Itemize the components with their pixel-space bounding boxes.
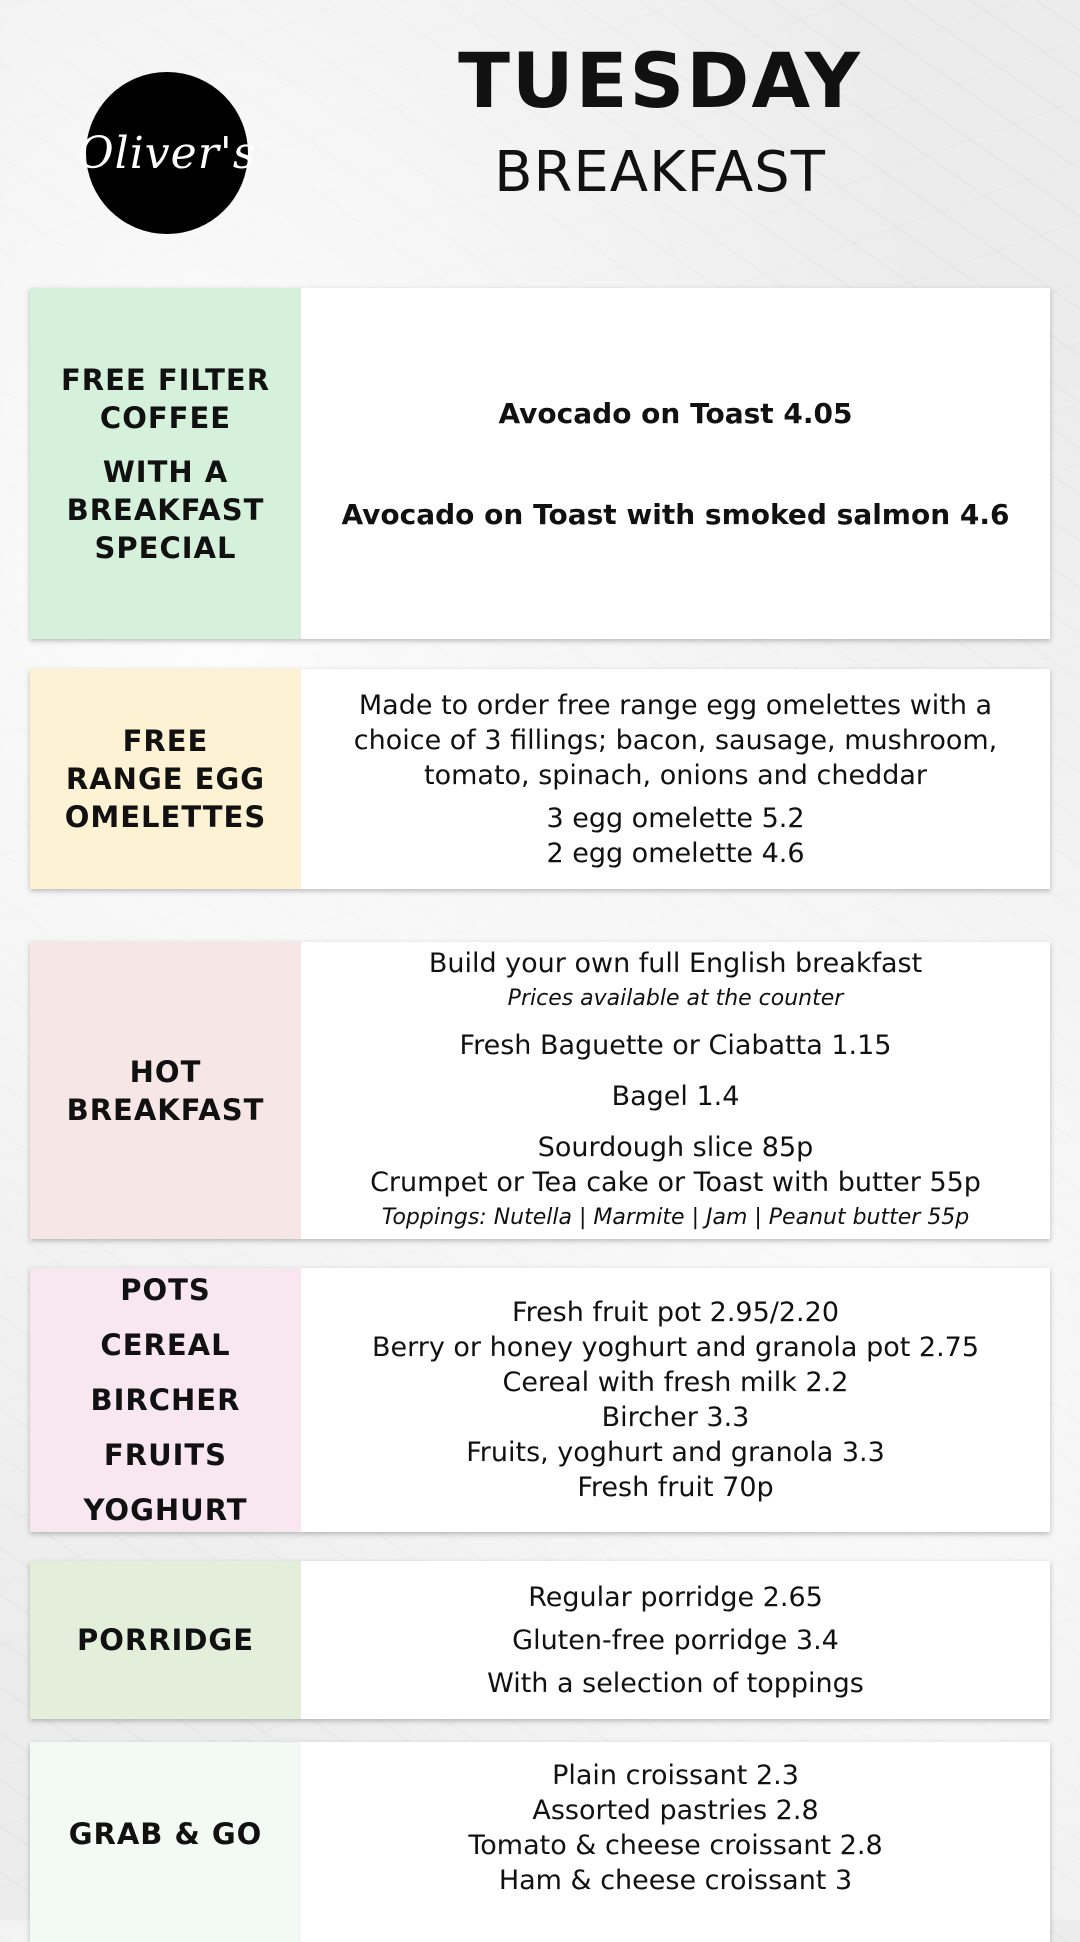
menu-item: Build your own full English breakfast — [428, 948, 923, 979]
menu-item: Gluten-free porridge 3.4 — [512, 1624, 839, 1656]
menu-item: Avocado on Toast 4.05 — [498, 396, 853, 430]
label-line: FREE FILTER COFFEE — [60, 362, 271, 435]
menu-item: Cereal with fresh milk 2.2 — [502, 1367, 849, 1398]
menu-item: Fresh fruit 70p — [577, 1472, 774, 1503]
menu-item: With a selection of toppings — [487, 1667, 864, 1699]
menu-item: Regular porridge 2.65 — [528, 1581, 823, 1613]
section-label — [30, 942, 301, 1239]
menu-item: Bagel 1.4 — [611, 1081, 740, 1112]
label-line: HOT BREAKFAST — [66, 1054, 265, 1127]
section-label — [30, 288, 301, 639]
section-label — [30, 669, 301, 889]
section-grab-and-go — [30, 1742, 1050, 1942]
label-line: CEREAL — [100, 1327, 231, 1362]
section-porridge — [30, 1561, 1050, 1719]
label-line: POTS — [120, 1272, 211, 1307]
menu-item: Crumpet or Tea cake or Toast with butter 55p — [370, 1167, 981, 1198]
menu-item: 2 egg omelette 4.6 — [546, 837, 805, 869]
menu-item: Fresh fruit pot 2.95/2.20 — [512, 1297, 839, 1328]
label-line: BIRCHER — [90, 1382, 241, 1417]
menu-item: Sourdough slice 85p — [537, 1132, 814, 1163]
label-line: WITH A BREAKFAST SPECIAL — [66, 454, 265, 565]
olivers-logo — [77, 72, 257, 234]
menu-item: Fresh Baguette or Ciabatta 1.15 — [459, 1030, 892, 1061]
section-label — [30, 1742, 301, 1942]
section-omelettes — [30, 669, 1050, 889]
section-items — [301, 1742, 1050, 1942]
menu-item: Plain croissant 2.3 — [552, 1760, 799, 1791]
menu-item: Ham & cheese croissant 3 — [498, 1865, 853, 1896]
label-line: GRAB & GO — [68, 1817, 263, 1851]
menu-item: Tomato & cheese croissant 2.8 — [468, 1830, 883, 1861]
section-pots — [30, 1268, 1050, 1532]
section-items — [301, 1268, 1050, 1532]
menu-item: Avocado on Toast with smoked salmon 4.6 — [341, 497, 1010, 531]
section-items — [301, 288, 1050, 639]
section-items — [301, 942, 1050, 1239]
menu-item: Fruits, yoghurt and granola 3.3 — [466, 1437, 885, 1468]
label-line: PORRIDGE — [76, 1623, 255, 1657]
menu-item: Assorted pastries 2.8 — [532, 1795, 819, 1826]
menu-item: Berry or honey yoghurt and granola pot 2.75 — [371, 1332, 980, 1363]
menu-item-description: Made to order free range egg omelettes with a choice of 3 fillings; bacon, sausage, mushroom, tomato, spinach, onions and cheddar — [353, 689, 998, 791]
section-hot-breakfast — [30, 942, 1050, 1239]
section-items — [301, 1561, 1050, 1719]
section-items — [301, 669, 1050, 889]
section-breakfast-special — [30, 288, 1050, 639]
label-line: FREE RANGE EGG OMELETTES — [64, 724, 267, 834]
menu-item: 3 egg omelette 5.2 — [546, 802, 805, 834]
logo-text: Oliver's — [77, 127, 257, 179]
label-line: YOGHURT — [83, 1492, 248, 1527]
section-label — [30, 1268, 301, 1532]
menu-item: Bircher 3.3 — [601, 1402, 750, 1433]
menu-item-note: Prices available at the counter — [507, 986, 844, 1011]
menu-item-note: Toppings: Nutella | Marmite | Jam | Peanut butter 55p — [381, 1205, 970, 1230]
label-line: FRUITS — [103, 1437, 228, 1472]
menu-meal-title: BREAKFAST — [494, 140, 826, 205]
menu-day-title: TUESDAY — [458, 36, 862, 125]
section-label — [30, 1561, 301, 1719]
